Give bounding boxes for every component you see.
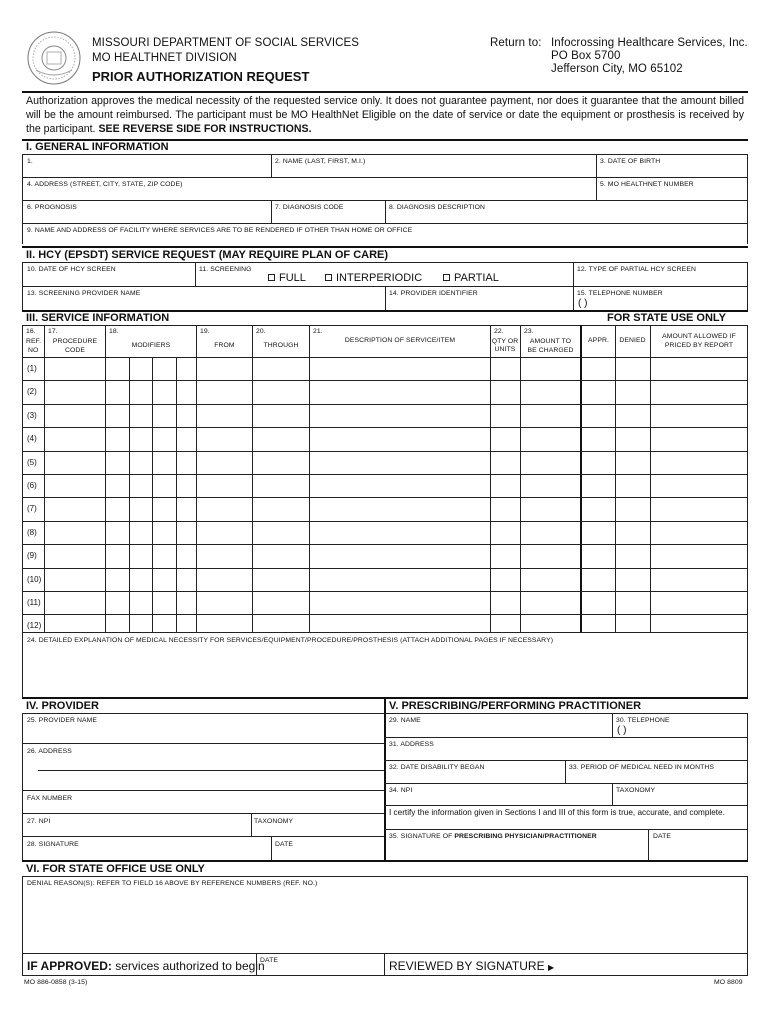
field-12-label: 12. TYPE OF PARTIAL HCY SCREEN: [577, 266, 696, 273]
interperiodic-checkbox[interactable]: [325, 274, 332, 281]
field-27-label: 27. NPI: [27, 818, 51, 825]
service-row-12-ref: (12): [27, 621, 42, 631]
col-21-description: DESCRIPTION OF SERVICE/ITEM: [344, 337, 456, 344]
service-row-3-ref: (3): [27, 410, 37, 420]
field-9-label: 9. NAME AND ADDRESS OF FACILITY WHERE SERVICES ARE TO BE RENDERED IF OTHER THAN HOME OR OFFICE: [27, 227, 413, 234]
col-20-through: THROUGH: [263, 342, 299, 349]
col-18-modifiers: MODIFIERS: [131, 342, 171, 349]
col-22-num: 22.: [494, 328, 504, 335]
provider-date-label: DATE: [275, 841, 294, 848]
denial-reason-label: DENIAL REASON(S): REFER TO FIELD 16 ABOVE BY REFERENCE NUMBERS (REF. NO.): [27, 880, 318, 887]
col-17-code: CODE: [64, 347, 86, 354]
section-4-title: IV. PROVIDER: [26, 700, 99, 712]
col-22-units: UNITS: [494, 346, 516, 353]
provider-taxonomy-label: TAXONOMY: [254, 818, 294, 825]
field-4-label: 4. ADDRESS (STREET, CITY, STATE, ZIP CODE): [27, 181, 183, 188]
field-13-label: 13. SCREENING PROVIDER NAME: [27, 290, 141, 297]
col-18-num: 18.: [109, 328, 119, 335]
division-name: MO HEALTHNET DIVISION: [92, 52, 237, 64]
partial-checkbox[interactable]: [443, 274, 450, 281]
practitioner-taxonomy-label: TAXONOMY: [616, 787, 656, 794]
triangle-right-icon: ▶: [547, 963, 555, 972]
section-2-title: II. HCY (EPSDT) SERVICE REQUEST (MAY REQUIRE PLAN OF CARE): [26, 249, 389, 261]
service-row-9-ref: (9): [27, 551, 37, 561]
section-3-title: III. SERVICE INFORMATION: [26, 312, 170, 324]
col-23-charged: BE CHARGED: [527, 347, 574, 354]
col-20-num: 20.: [256, 328, 266, 335]
reviewed-by-label: REVIEWED BY SIGNATURE ▶: [389, 959, 555, 973]
practitioner-date-label: DATE: [653, 833, 672, 840]
service-row-1-ref: (1): [27, 364, 37, 373]
col-23-num: 23.: [524, 328, 534, 335]
field-24-label: 24. DETAILED EXPLANATION OF MEDICAL NECESSITY FOR SERVICES/EQUIPMENT/PROCEDURE/PROSTHESIS (ATTACH ADDITIONAL PAGES IF NECESSARY): [27, 637, 554, 644]
header-rule: [22, 91, 748, 93]
form-number: MO 886-0858 (3-15): [24, 979, 88, 986]
certification-text: I certify the information given in Sections I and III of this form is true, accurate, and complete.: [389, 808, 725, 817]
field-2-label: 2. NAME (LAST, FIRST, M.I.): [275, 158, 366, 165]
return-address-line-3: Jefferson City, MO 65102: [551, 63, 683, 75]
col-19-num: 19.: [200, 328, 210, 335]
field-10-label: 10. DATE OF HCY SCREEN: [27, 266, 116, 273]
field-29-label: 29. NAME: [389, 717, 421, 724]
fax-number-label: FAX NUMBER: [27, 795, 73, 802]
field-8-label: 8. DIAGNOSIS DESCRIPTION: [389, 204, 486, 211]
col-23-amount: AMOUNT TO: [529, 338, 572, 345]
field-7-label: 7. DIAGNOSIS CODE: [275, 204, 344, 211]
state-use-title: FOR STATE USE ONLY: [607, 312, 726, 324]
field-31-label: 31. ADDRESS: [389, 741, 434, 748]
return-address-line-1: Infocrossing Healthcare Services, Inc.: [551, 37, 748, 49]
telephone-parens: ( ): [578, 298, 588, 309]
service-row-5-ref: (5): [27, 457, 37, 467]
section-5-title: V. PRESCRIBING/PERFORMING PRACTITIONER: [389, 700, 642, 712]
field-35-label: 35. SIGNATURE OF PRESCRIBING PHYSICIAN/PRACTITIONER: [389, 833, 597, 840]
field-3-label: 3. DATE OF BIRTH: [600, 158, 661, 165]
field-25-label: 25. PROVIDER NAME: [27, 717, 98, 724]
return-to-label: Return to:: [490, 37, 542, 49]
col-16-ref: REF.: [26, 338, 42, 345]
col-allowed-1: AMOUNT ALLOWED IF: [662, 333, 736, 340]
agency-name: MISSOURI DEPARTMENT OF SOCIAL SERVICES: [92, 37, 360, 49]
section-1-title: I. GENERAL INFORMATION: [26, 141, 169, 153]
col-denied: DENIED: [619, 337, 646, 344]
if-approved-label: IF APPROVED: services authorized to begin: [27, 959, 265, 973]
service-row-4-ref: (4): [27, 434, 37, 444]
service-row-2-ref: (2): [27, 387, 37, 397]
approved-date-label: DATE: [260, 957, 279, 964]
field-34-label: 34. NPI: [389, 787, 413, 794]
col-17-procedure: PROCEDURE: [52, 338, 98, 345]
col-appr: APPR.: [588, 337, 609, 344]
screening-partial-option[interactable]: PARTIAL: [443, 272, 499, 284]
col-19-from: FROM: [214, 342, 235, 349]
service-row-8-ref: (8): [27, 527, 37, 537]
state-seal-icon: [26, 30, 82, 86]
col-16-num: 16.: [26, 328, 36, 335]
return-address-line-2: PO Box 5700: [551, 50, 621, 62]
field-26-label: 26. ADDRESS: [27, 748, 72, 755]
service-row-6-ref: (6): [27, 481, 37, 490]
col-allowed-2: PRICED BY REPORT: [664, 342, 734, 349]
service-row-7-ref: (7): [27, 504, 37, 514]
col-21-num: 21.: [313, 328, 323, 335]
service-row-11-ref: (11): [27, 598, 41, 607]
full-checkbox[interactable]: [268, 274, 275, 281]
field-28-label: 28. SIGNATURE: [27, 841, 79, 848]
field-1-label: 1.: [27, 158, 33, 165]
col-22-qty: QTY OR: [491, 338, 519, 345]
field-6-label: 6. PROGNOSIS: [27, 204, 77, 211]
col-16-no: NO: [28, 347, 39, 354]
field-11-label: 11. SCREENING: [199, 266, 252, 273]
screening-interperiodic-option[interactable]: INTERPERIODIC: [325, 272, 422, 284]
section-6-title: VI. FOR STATE OFFICE USE ONLY: [26, 863, 205, 875]
practitioner-telephone-parens: ( ): [617, 725, 627, 736]
col-17-num: 17.: [48, 328, 58, 335]
field-30-label: 30. TELEPHONE: [616, 717, 670, 724]
form-title: PRIOR AUTHORIZATION REQUEST: [92, 69, 310, 84]
service-row-10-ref: (10): [27, 574, 42, 584]
field-32-label: 32. DATE DISABILITY BEGAN: [389, 764, 485, 771]
screening-full-option[interactable]: FULL: [268, 272, 306, 284]
field-14-label: 14. PROVIDER IDENTIFIER: [389, 290, 478, 297]
field-5-label: 5. MO HEALTHNET NUMBER: [600, 181, 694, 188]
form-id: MO 8809: [714, 979, 743, 986]
field-33-label: 33. PERIOD OF MEDICAL NEED IN MONTHS: [569, 764, 714, 771]
field-15-label: 15. TELEPHONE NUMBER: [577, 290, 663, 297]
intro-text: Authorization approves the medical necessity of the requested service only. It does not guarantee payment, nor does it guarantee that the amount billed will be the amount reimbursed. The participant must be MO HealthNet Eligible on the date of service or date the equipment or prosthesis is received by the participant. SEE REVERSE SIDE FOR INSTRUCTIONS.: [26, 95, 744, 135]
